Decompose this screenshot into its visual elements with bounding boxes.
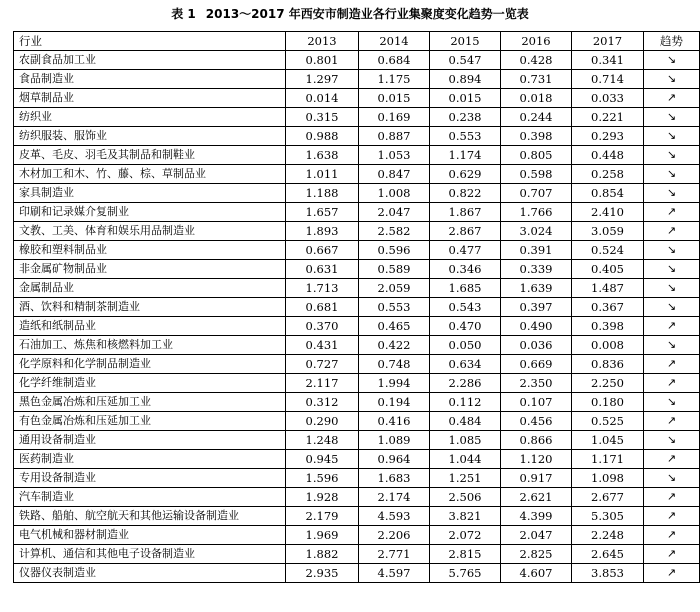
industry-cell: 黑色金属冶炼和压延加工业 xyxy=(14,393,286,412)
value-cell: 0.470 xyxy=(430,317,501,336)
table-row xyxy=(14,564,700,583)
table-row xyxy=(14,545,700,564)
value-cell: 1.969 xyxy=(286,526,359,545)
value-cell: 0.596 xyxy=(359,241,430,260)
value-cell: 2.645 xyxy=(572,545,644,564)
industry-cell: 石油加工、炼焦和核燃料加工业 xyxy=(14,336,286,355)
value-cell: 1.882 xyxy=(286,545,359,564)
value-cell: 0.431 xyxy=(286,336,359,355)
value-cell: 1.248 xyxy=(286,431,359,450)
value-cell: 2.250 xyxy=(572,374,644,393)
value-cell: 1.638 xyxy=(286,146,359,165)
industry-cell: 农副食品加工业 xyxy=(14,51,286,70)
trend-arrow-icon: ↗ xyxy=(644,222,700,241)
value-cell: 0.731 xyxy=(501,70,572,89)
industry-cell: 计算机、通信和其他电子设备制造业 xyxy=(14,545,286,564)
value-cell: 1.297 xyxy=(286,70,359,89)
table-row xyxy=(14,70,700,89)
trend-arrow-icon: ↘ xyxy=(644,279,700,298)
value-cell: 0.112 xyxy=(430,393,501,412)
value-cell: 0.629 xyxy=(430,165,501,184)
value-cell: 0.456 xyxy=(501,412,572,431)
value-cell: 0.866 xyxy=(501,431,572,450)
value-cell: 0.589 xyxy=(359,260,430,279)
value-cell: 1.174 xyxy=(430,146,501,165)
trend-arrow-icon: ↘ xyxy=(644,146,700,165)
value-cell: 0.805 xyxy=(501,146,572,165)
value-cell: 0.416 xyxy=(359,412,430,431)
value-cell: 2.410 xyxy=(572,203,644,222)
industry-cell: 通用设备制造业 xyxy=(14,431,286,450)
value-cell: 2.677 xyxy=(572,488,644,507)
table-row xyxy=(14,222,700,241)
value-cell: 1.487 xyxy=(572,279,644,298)
value-cell: 0.194 xyxy=(359,393,430,412)
column-header-2016: 2016 xyxy=(501,32,572,51)
industry-cell: 化学纤维制造业 xyxy=(14,374,286,393)
table-row xyxy=(14,165,700,184)
value-cell: 3.853 xyxy=(572,564,644,583)
column-header-2015: 2015 xyxy=(430,32,501,51)
value-cell: 0.681 xyxy=(286,298,359,317)
table-row xyxy=(14,89,700,108)
value-cell: 0.422 xyxy=(359,336,430,355)
value-cell: 3.024 xyxy=(501,222,572,241)
industry-cell: 金属制品业 xyxy=(14,279,286,298)
trend-arrow-icon: ↗ xyxy=(644,545,700,564)
table-row xyxy=(14,184,700,203)
trend-arrow-icon: ↘ xyxy=(644,431,700,450)
value-cell: 1.994 xyxy=(359,374,430,393)
value-cell: 0.221 xyxy=(572,108,644,127)
value-cell: 0.553 xyxy=(430,127,501,146)
industry-cell: 电气机械和器材制造业 xyxy=(14,526,286,545)
header-row xyxy=(14,32,700,51)
value-cell: 2.621 xyxy=(501,488,572,507)
table-row xyxy=(14,336,700,355)
value-cell: 5.305 xyxy=(572,507,644,526)
industry-cell: 专用设备制造业 xyxy=(14,469,286,488)
value-cell: 0.525 xyxy=(572,412,644,431)
table-row xyxy=(14,412,700,431)
value-cell: 4.597 xyxy=(359,564,430,583)
industry-cell: 纺织业 xyxy=(14,108,286,127)
value-cell: 2.506 xyxy=(430,488,501,507)
column-header-industry: 行业 xyxy=(14,32,286,51)
value-cell: 0.553 xyxy=(359,298,430,317)
table-row xyxy=(14,260,700,279)
value-cell: 0.290 xyxy=(286,412,359,431)
trend-arrow-icon: ↘ xyxy=(644,469,700,488)
trend-arrow-icon: ↗ xyxy=(644,488,700,507)
value-cell: 2.179 xyxy=(286,507,359,526)
value-cell: 0.465 xyxy=(359,317,430,336)
value-cell: 2.117 xyxy=(286,374,359,393)
industry-cell: 木材加工和木、竹、藤、棕、草制品业 xyxy=(14,165,286,184)
table-row xyxy=(14,526,700,545)
trend-arrow-icon: ↗ xyxy=(644,317,700,336)
value-cell: 1.639 xyxy=(501,279,572,298)
industry-cell: 非金属矿物制品业 xyxy=(14,260,286,279)
trend-arrow-icon: ↗ xyxy=(644,507,700,526)
value-cell: 0.631 xyxy=(286,260,359,279)
value-cell: 0.293 xyxy=(572,127,644,146)
industry-cell: 化学原料和化学制品制造业 xyxy=(14,355,286,374)
table-title: 2013～2017 年西安市制造业各行业集聚度变化趋势一览表 xyxy=(205,7,529,21)
value-cell: 0.684 xyxy=(359,51,430,70)
industry-cell: 医药制造业 xyxy=(14,450,286,469)
value-cell: 0.547 xyxy=(430,51,501,70)
value-cell: 3.821 xyxy=(430,507,501,526)
value-cell: 0.714 xyxy=(572,70,644,89)
trend-arrow-icon: ↗ xyxy=(644,526,700,545)
value-cell: 0.180 xyxy=(572,393,644,412)
column-header-2017: 2017 xyxy=(572,32,644,51)
trend-arrow-icon: ↘ xyxy=(644,184,700,203)
value-cell: 0.036 xyxy=(501,336,572,355)
value-cell: 1.928 xyxy=(286,488,359,507)
trend-arrow-icon: ↗ xyxy=(644,89,700,108)
value-cell: 0.015 xyxy=(359,89,430,108)
trend-arrow-icon: ↘ xyxy=(644,336,700,355)
value-cell: 1.011 xyxy=(286,165,359,184)
value-cell: 2.771 xyxy=(359,545,430,564)
table-row xyxy=(14,146,700,165)
value-cell: 0.008 xyxy=(572,336,644,355)
table-row xyxy=(14,298,700,317)
value-cell: 0.707 xyxy=(501,184,572,203)
value-cell: 1.657 xyxy=(286,203,359,222)
value-cell: 0.847 xyxy=(359,165,430,184)
value-cell: 0.341 xyxy=(572,51,644,70)
value-cell: 2.286 xyxy=(430,374,501,393)
value-cell: 2.815 xyxy=(430,545,501,564)
value-cell: 1.045 xyxy=(572,431,644,450)
value-cell: 0.917 xyxy=(501,469,572,488)
value-cell: 0.524 xyxy=(572,241,644,260)
value-cell: 2.825 xyxy=(501,545,572,564)
value-cell: 1.713 xyxy=(286,279,359,298)
value-cell: 1.596 xyxy=(286,469,359,488)
value-cell: 2.047 xyxy=(501,526,572,545)
value-cell: 2.582 xyxy=(359,222,430,241)
table-row xyxy=(14,469,700,488)
value-cell: 2.350 xyxy=(501,374,572,393)
value-cell: 2.867 xyxy=(430,222,501,241)
value-cell: 0.398 xyxy=(501,127,572,146)
industry-cell: 烟草制品业 xyxy=(14,89,286,108)
value-cell: 0.667 xyxy=(286,241,359,260)
value-cell: 0.015 xyxy=(430,89,501,108)
value-cell: 1.683 xyxy=(359,469,430,488)
value-cell: 0.598 xyxy=(501,165,572,184)
value-cell: 1.188 xyxy=(286,184,359,203)
industry-cell: 有色金属冶炼和压延加工业 xyxy=(14,412,286,431)
table-row xyxy=(14,127,700,146)
value-cell: 0.315 xyxy=(286,108,359,127)
value-cell: 0.391 xyxy=(501,241,572,260)
value-cell: 0.634 xyxy=(430,355,501,374)
table-row xyxy=(14,431,700,450)
trend-arrow-icon: ↘ xyxy=(644,393,700,412)
value-cell: 0.490 xyxy=(501,317,572,336)
value-cell: 0.727 xyxy=(286,355,359,374)
value-cell: 0.398 xyxy=(572,317,644,336)
value-cell: 0.822 xyxy=(430,184,501,203)
value-cell: 0.854 xyxy=(572,184,644,203)
value-cell: 2.174 xyxy=(359,488,430,507)
value-cell: 1.251 xyxy=(430,469,501,488)
trend-arrow-icon: ↘ xyxy=(644,165,700,184)
value-cell: 0.312 xyxy=(286,393,359,412)
table-row xyxy=(14,450,700,469)
value-cell: 1.766 xyxy=(501,203,572,222)
table-row xyxy=(14,374,700,393)
table-row xyxy=(14,317,700,336)
value-cell: 2.072 xyxy=(430,526,501,545)
value-cell: 0.244 xyxy=(501,108,572,127)
table-number: 表 1 xyxy=(171,7,196,21)
trend-arrow-icon: ↘ xyxy=(644,70,700,89)
value-cell: 1.171 xyxy=(572,450,644,469)
table-row xyxy=(14,488,700,507)
value-cell: 0.050 xyxy=(430,336,501,355)
industry-cell: 铁路、船舶、航空航天和其他运输设备制造业 xyxy=(14,507,286,526)
industry-cell: 文教、工美、体育和娱乐用品制造业 xyxy=(14,222,286,241)
industry-cell: 橡胶和塑料制品业 xyxy=(14,241,286,260)
value-cell: 1.053 xyxy=(359,146,430,165)
value-cell: 0.018 xyxy=(501,89,572,108)
value-cell: 2.047 xyxy=(359,203,430,222)
industry-cell: 仪器仪表制造业 xyxy=(14,564,286,583)
value-cell: 2.248 xyxy=(572,526,644,545)
value-cell: 0.887 xyxy=(359,127,430,146)
value-cell: 0.370 xyxy=(286,317,359,336)
value-cell: 2.059 xyxy=(359,279,430,298)
value-cell: 1.175 xyxy=(359,70,430,89)
column-header-2013: 2013 xyxy=(286,32,359,51)
industry-cell: 皮革、毛皮、羽毛及其制品和制鞋业 xyxy=(14,146,286,165)
value-cell: 0.448 xyxy=(572,146,644,165)
value-cell: 1.120 xyxy=(501,450,572,469)
trend-arrow-icon: ↗ xyxy=(644,450,700,469)
value-cell: 1.893 xyxy=(286,222,359,241)
value-cell: 1.685 xyxy=(430,279,501,298)
value-cell: 1.085 xyxy=(430,431,501,450)
trend-arrow-icon: ↗ xyxy=(644,564,700,583)
table-row xyxy=(14,507,700,526)
value-cell: 2.206 xyxy=(359,526,430,545)
trend-arrow-icon: ↗ xyxy=(644,374,700,393)
value-cell: 1.008 xyxy=(359,184,430,203)
trend-arrow-icon: ↘ xyxy=(644,241,700,260)
value-cell: 0.484 xyxy=(430,412,501,431)
table-row xyxy=(14,241,700,260)
value-cell: 4.607 xyxy=(501,564,572,583)
value-cell: 0.367 xyxy=(572,298,644,317)
table-row xyxy=(14,355,700,374)
trend-arrow-icon: ↘ xyxy=(644,127,700,146)
value-cell: 4.399 xyxy=(501,507,572,526)
table-caption xyxy=(0,6,700,22)
value-cell: 0.477 xyxy=(430,241,501,260)
value-cell: 0.339 xyxy=(501,260,572,279)
trend-arrow-icon: ↗ xyxy=(644,203,700,222)
trend-arrow-icon: ↗ xyxy=(644,355,700,374)
value-cell: 0.669 xyxy=(501,355,572,374)
industry-cell: 印刷和记录媒介复制业 xyxy=(14,203,286,222)
value-cell: 0.397 xyxy=(501,298,572,317)
trend-arrow-icon: ↗ xyxy=(644,412,700,431)
value-cell: 0.988 xyxy=(286,127,359,146)
value-cell: 0.169 xyxy=(359,108,430,127)
table-row xyxy=(14,203,700,222)
table-row xyxy=(14,51,700,70)
value-cell: 0.033 xyxy=(572,89,644,108)
value-cell: 0.107 xyxy=(501,393,572,412)
value-cell: 1.044 xyxy=(430,450,501,469)
value-cell: 0.014 xyxy=(286,89,359,108)
industry-cell: 食品制造业 xyxy=(14,70,286,89)
column-header-trend: 趋势 xyxy=(644,32,700,51)
trend-arrow-icon: ↘ xyxy=(644,51,700,70)
value-cell: 0.945 xyxy=(286,450,359,469)
value-cell: 0.258 xyxy=(572,165,644,184)
trend-arrow-icon: ↘ xyxy=(644,298,700,317)
data-table xyxy=(13,31,700,583)
value-cell: 0.894 xyxy=(430,70,501,89)
value-cell: 0.428 xyxy=(501,51,572,70)
value-cell: 0.543 xyxy=(430,298,501,317)
value-cell: 0.748 xyxy=(359,355,430,374)
table-row xyxy=(14,393,700,412)
value-cell: 0.801 xyxy=(286,51,359,70)
value-cell: 2.935 xyxy=(286,564,359,583)
industry-cell: 汽车制造业 xyxy=(14,488,286,507)
value-cell: 4.593 xyxy=(359,507,430,526)
value-cell: 5.765 xyxy=(430,564,501,583)
value-cell: 1.867 xyxy=(430,203,501,222)
column-header-2014: 2014 xyxy=(359,32,430,51)
value-cell: 1.089 xyxy=(359,431,430,450)
value-cell: 3.059 xyxy=(572,222,644,241)
table-row xyxy=(14,279,700,298)
industry-cell: 家具制造业 xyxy=(14,184,286,203)
value-cell: 1.098 xyxy=(572,469,644,488)
table-row xyxy=(14,108,700,127)
industry-cell: 酒、饮料和精制茶制造业 xyxy=(14,298,286,317)
value-cell: 0.964 xyxy=(359,450,430,469)
trend-arrow-icon: ↘ xyxy=(644,260,700,279)
value-cell: 0.405 xyxy=(572,260,644,279)
table-body xyxy=(14,51,700,583)
trend-arrow-icon: ↘ xyxy=(644,108,700,127)
value-cell: 0.836 xyxy=(572,355,644,374)
industry-cell: 纺织服装、服饰业 xyxy=(14,127,286,146)
value-cell: 0.238 xyxy=(430,108,501,127)
industry-cell: 造纸和纸制品业 xyxy=(14,317,286,336)
value-cell: 0.346 xyxy=(430,260,501,279)
